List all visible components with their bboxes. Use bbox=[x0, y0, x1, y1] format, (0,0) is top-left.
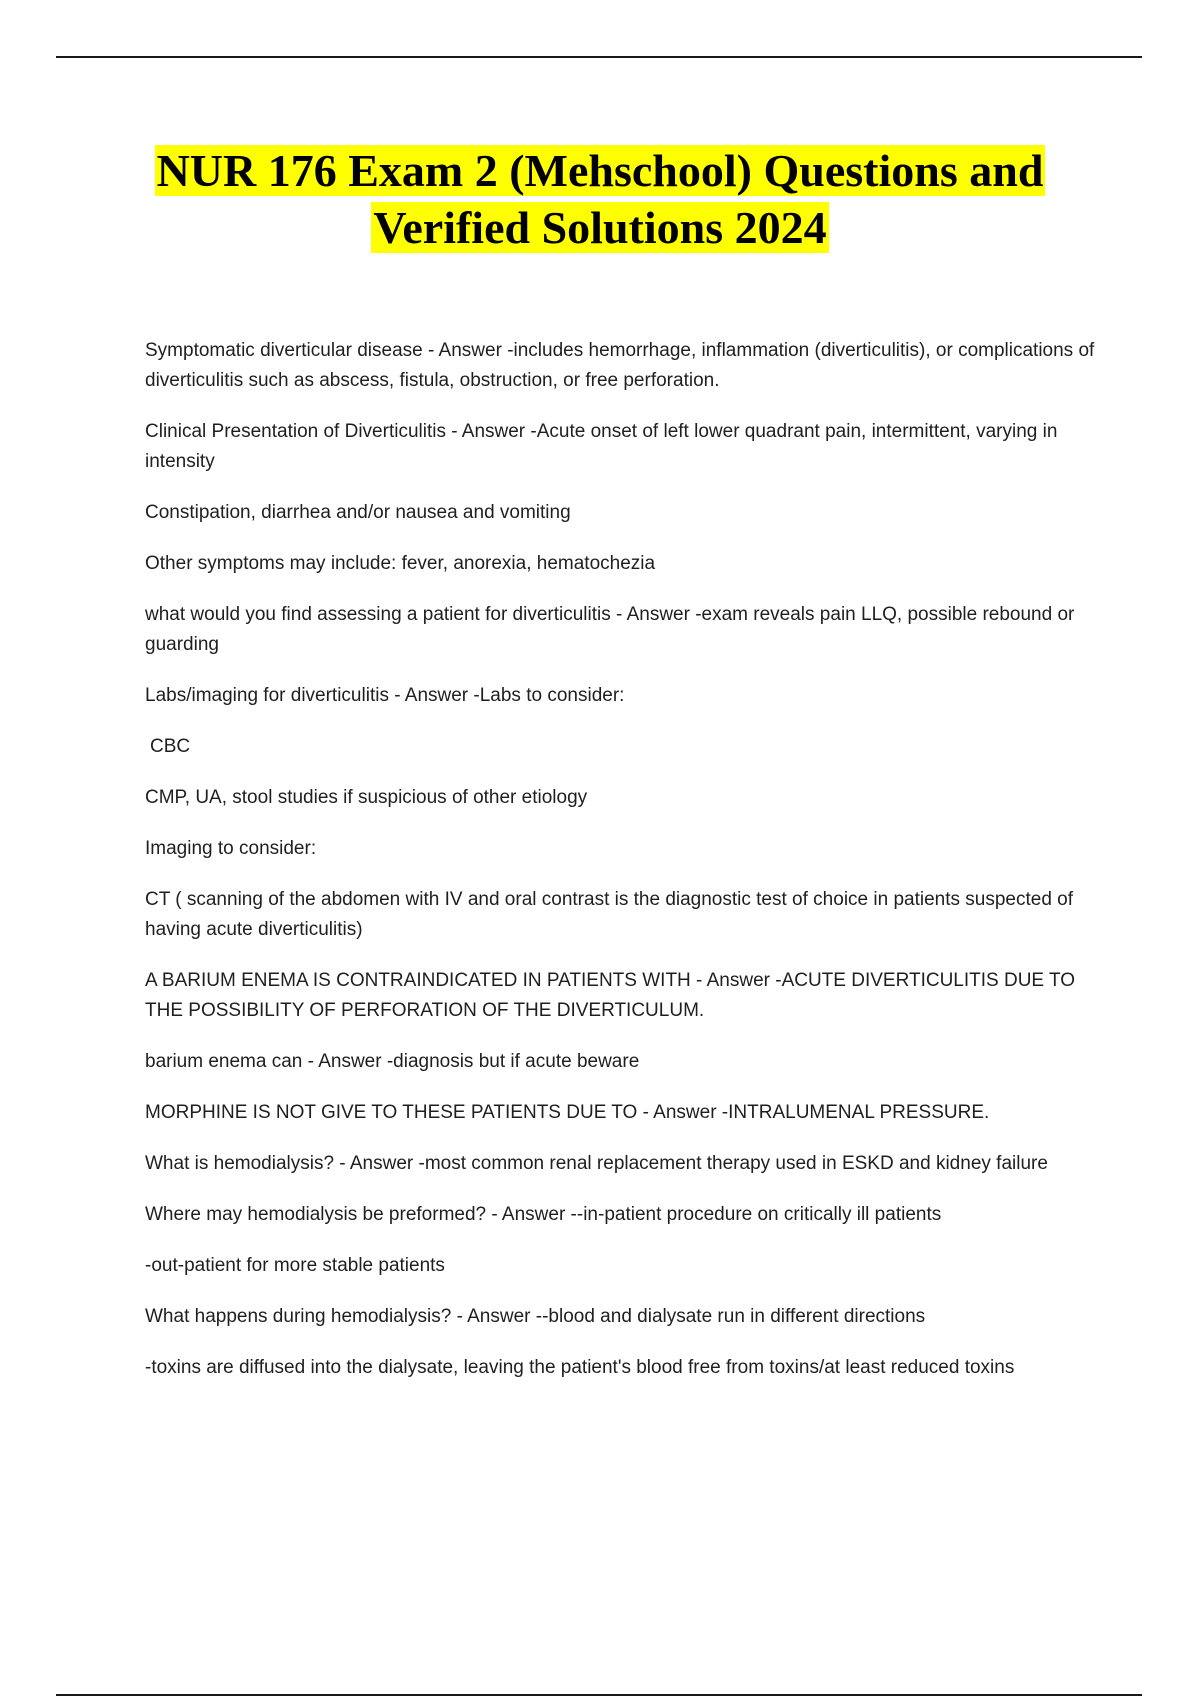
paragraph: Other symptoms may include: fever, anorexia, hematochezia bbox=[145, 553, 656, 574]
paragraph: Labs/imaging for diverticulitis - Answer -Labs to consider: bbox=[145, 685, 625, 706]
paragraph: Where may hemodialysis be preformed? - Answer --in-patient procedure on critically ill patients bbox=[145, 1204, 942, 1225]
paragraph: Symptomatic diverticular disease - Answer -includes hemorrhage, inflammation (diverticulitis), or complications of diverticulitis such as abscess, fistula, obstruction, or free perforation. bbox=[145, 340, 1100, 391]
paragraph: CMP, UA, stool studies if suspicious of other etiology bbox=[145, 787, 588, 808]
paragraph: CBC bbox=[150, 736, 191, 757]
paragraph: Constipation, diarrhea and/or nausea and vomiting bbox=[145, 502, 571, 523]
paragraph: Imaging to consider: bbox=[145, 838, 317, 859]
paragraph: What happens during hemodialysis? - Answer --blood and dialysate run in different directions bbox=[145, 1306, 926, 1327]
paragraph: MORPHINE IS NOT GIVE TO THESE PATIENTS DUE TO - Answer -INTRALUMENAL PRESSURE. bbox=[145, 1102, 990, 1123]
title-line-2: Verified Solutions 2024 bbox=[373, 202, 827, 253]
paragraph: -out-patient for more stable patients bbox=[145, 1255, 445, 1276]
paragraph: what would you find assessing a patient for diverticulitis - Answer -exam reveals pain LLQ, possible rebound or guarding bbox=[145, 604, 1080, 655]
paragraph: Clinical Presentation of Diverticulitis - Answer -Acute onset of left lower quadrant pain, intermittent, varying in intensity bbox=[145, 421, 1063, 472]
page-title bbox=[80, 142, 1120, 256]
header-rule bbox=[56, 56, 1142, 58]
document-body bbox=[145, 336, 1105, 1404]
paragraph: CT ( scanning of the abdomen with IV and oral contrast is the diagnostic test of choice in patients suspected of having acute diverticulitis) bbox=[145, 889, 1079, 940]
paragraph: A BARIUM ENEMA IS CONTRAINDICATED IN PATIENTS WITH - Answer -ACUTE DIVERTICULITIS DUE TO THE POSSIBILITY OF PERFORATION OF THE DIVERTICULUM. bbox=[145, 970, 1081, 1021]
title-line-1: NUR 176 Exam 2 (Mehschool) Questions and bbox=[156, 145, 1044, 196]
paragraph: barium enema can - Answer -diagnosis but if acute beware bbox=[145, 1051, 640, 1072]
paragraph: What is hemodialysis? - Answer -most common renal replacement therapy used in ESKD and kidney failure bbox=[145, 1153, 1048, 1174]
paragraph: -toxins are diffused into the dialysate, leaving the patient's blood free from toxins/at least reduced toxins bbox=[145, 1357, 1015, 1378]
footer-rule bbox=[56, 1694, 1142, 1696]
